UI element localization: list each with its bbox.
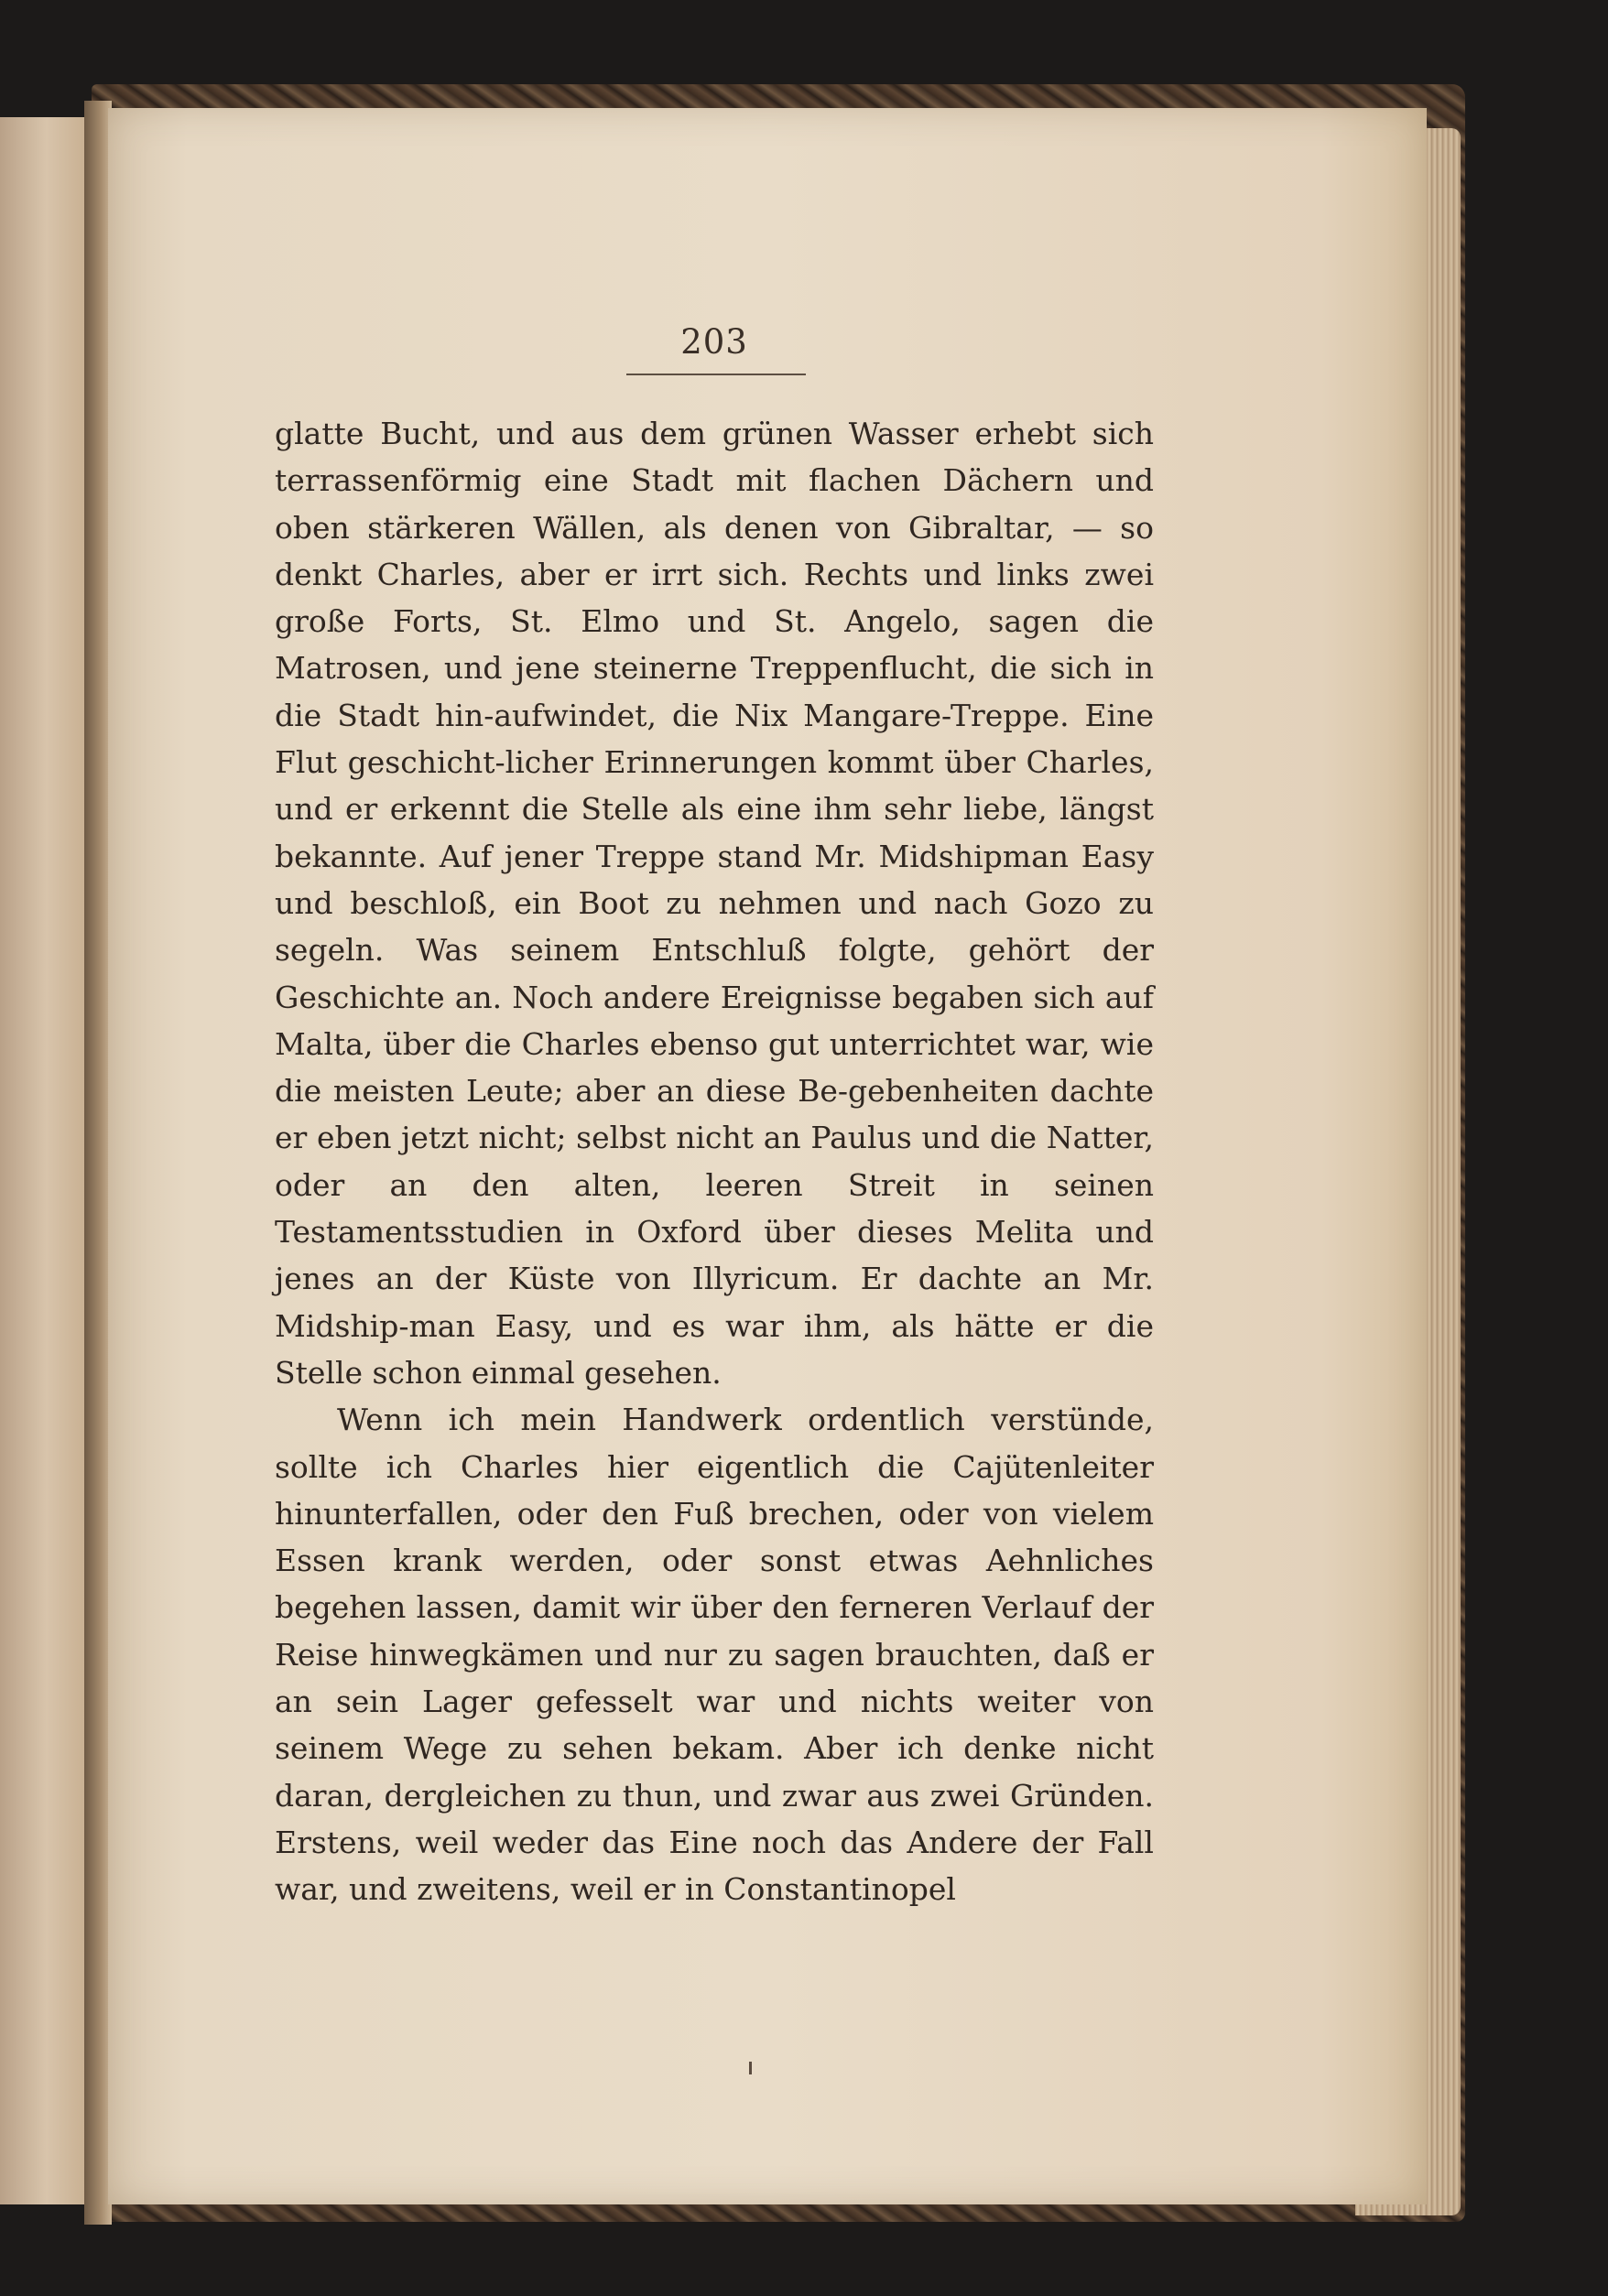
page-number: 203 [680, 322, 748, 362]
paragraph-2: Wenn ich mein Handwerk ordentlich verstünde, sollte ich Charles hier eigentlich die Cajütenleiter hinunterfallen, oder den Fuß brechen, oder von vielem Essen krank werden, oder sonst etwas Aehnliches begehen lassen, damit wir über den ferneren Verlauf der Reise hinwegkämen und nur zu sagen brauchten, daß er an sein Lager gefesselt war und nichts weiter von seinem Wege zu sehen bekam. Aber ich denke nicht daran, dergleichen zu thun, und zwar aus zwei Gründen. Erstens, weil weder das Eine noch das Andere der Fall war, und zweitens, weil er in Constantinopel [275, 1402, 1154, 1908]
header-rule [626, 374, 806, 375]
ink-mark [749, 2062, 752, 2074]
facing-page-edge [0, 117, 87, 2204]
paragraph-1: glatte Bucht, und aus dem grünen Wasser erhebt sich terrassenförmig eine Stadt mit flachen Dächern und oben stärkeren Wällen, als denen von Gibraltar, — so denkt Charles, aber er irrt sich. Rechts und links zwei große Forts, St. Elmo und St. Angelo, sagen die Matrosen, und jene steinerne Treppenflucht, die sich in die Stadt hin-aufwindet, die Nix Mangare-Treppe. Eine Flut geschicht-licher Erinnerungen kommt über Charles, und er erkennt die Stelle als eine ihm sehr liebe, längst bekannte. Auf jener Treppe stand Mr. Midshipman Easy und beschloß, ein Boot zu nehmen und nach Gozo zu segeln. Was seinem Entschluß folgte, gehört der Geschichte an. Noch andere Ereignisse begaben sich auf Malta, über die Charles ebenso gut unterrichtet war, wie die meisten Leute; aber an diese Be-gebenheiten dachte er eben jetzt nicht; selbst nicht an Paulus und die Natter, oder an den alten, leeren Streit in seinen Testamentsstudien in Oxford über dieses Melita und jenes an der Küste von Illyricum. Er dachte an Mr. Midship-man Easy, und es war ihm, als hätte er die Stelle schon einmal gesehen. [275, 416, 1154, 1391]
body-text [275, 410, 1154, 1913]
